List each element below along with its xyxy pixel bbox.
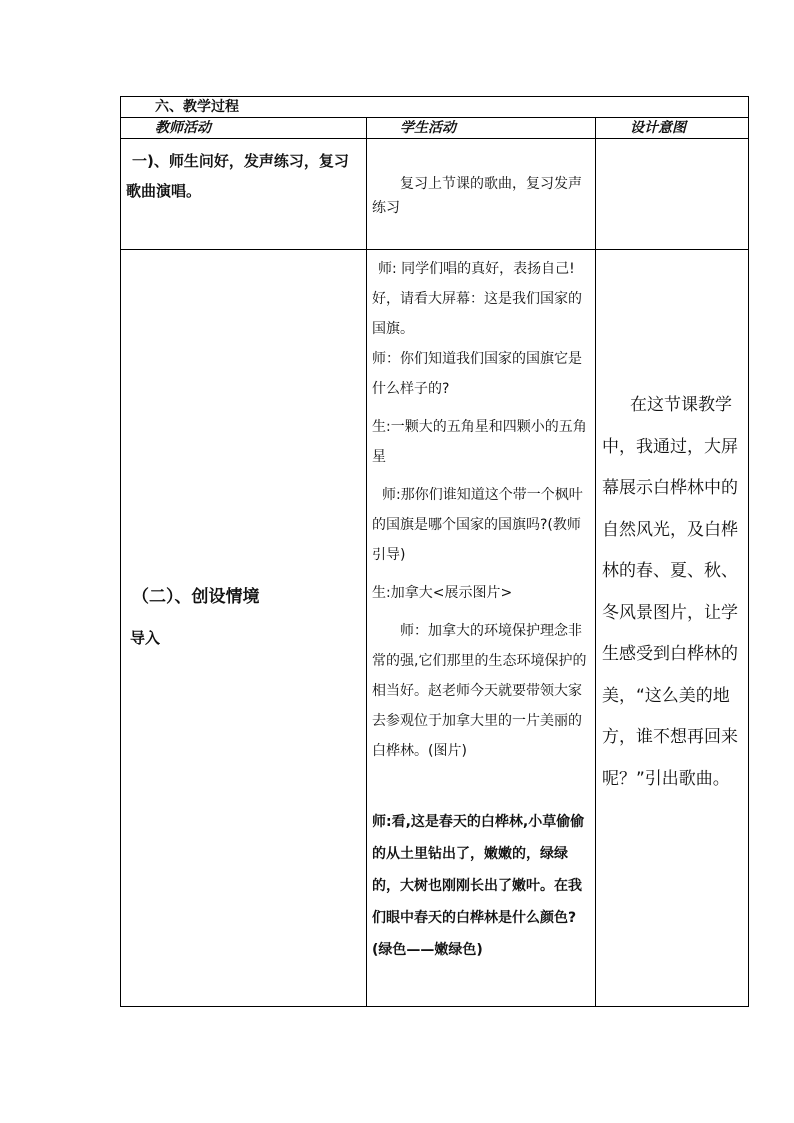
row1-student-activity: 复习上节课的歌曲，复习发声练习 — [372, 176, 582, 216]
row2-teacher-subheading: 导入 — [130, 629, 161, 647]
row2-student-activity — [372, 254, 590, 966]
row2-teacher-heading: （二）、创设情境 — [132, 587, 260, 607]
section-title: 六、教学过程 — [155, 99, 239, 115]
student-paragraph-3: 生:一颗大的五角星和四颗小的五角星 — [372, 419, 587, 465]
row1-teacher-activity: 一)、师生问好，发声练习，复习歌曲演唱。 — [126, 152, 349, 200]
student-paragraph-7: 师:看,这是春天的白桦林,小草偷偷的从土里钻出了，嫩嫩的，绿绿的，大树也刚刚长出了嫩叶。在我们眼中春天的白桦林是什么颜色?(绿色——嫩绿色) — [372, 814, 585, 958]
header-student-activity: 学生活动 — [400, 120, 456, 136]
row2-design-intent: 在这节课教学中，我通过，大屏幕展示白桦林中的自然风光，及白桦林的春、夏、秋、冬风景图片，让学生感受到白桦林的美，“这么美的地方，谁不想再回来呢？”引出歌曲。 — [602, 395, 738, 789]
student-paragraph-6: 师：加拿大的环境保护理念非常的强,它们那里的生态环境保护的相当好。赵老师今天就要带领大家去参观位于加拿大里的一片美丽的白桦林。(图片) — [372, 623, 587, 759]
header-teacher-activity: 教师活动 — [155, 120, 211, 136]
student-paragraph-2: 师：你们知道我们国家的国旗它是什么样子的? — [372, 351, 582, 397]
student-paragraph-5: 生:加拿大<展示图片> — [372, 585, 513, 601]
header-design-intent: 设计意图 — [630, 120, 686, 136]
student-paragraph-1: 师: 同学们唱的真好，表扬自己!好，请看大屏幕：这是我们国家的国旗。 — [372, 261, 582, 337]
student-paragraph-4: 师:那你们谁知道这个带一个枫叶的国旗是哪个国家的国旗吗?(教师引导) — [372, 487, 583, 563]
